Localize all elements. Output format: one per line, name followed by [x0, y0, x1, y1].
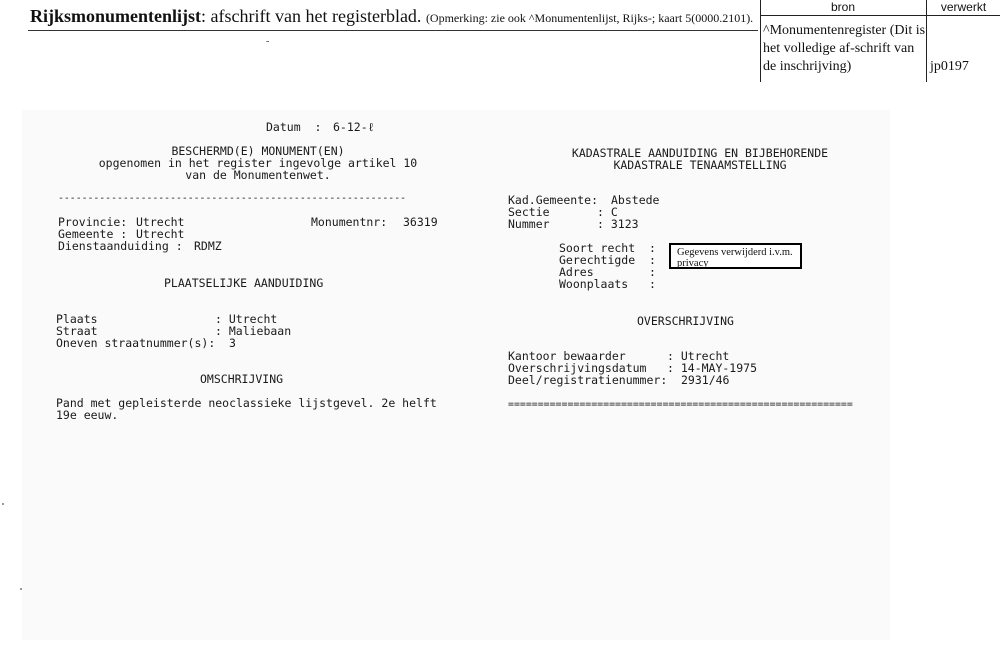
section-overschrijving: OVERSCHRIJVING	[637, 314, 734, 328]
dienstaanduiding-value: RDMZ	[194, 239, 222, 253]
bron-verwerkt-table	[760, 0, 1000, 82]
left-heading-3: van de Monumentenwet.	[185, 168, 331, 182]
scan-speck	[2, 503, 4, 505]
omschrijving-line-1: Pand met gepleisterde neoclassieke lijstgevel. 2e helft	[56, 396, 437, 410]
soort-recht-label: Soort recht :	[559, 241, 656, 255]
adres-label: Adres :	[559, 265, 656, 279]
bron-value: ^Monumentenregister (Dit is het volledige af-schrift van de inschrijving)	[763, 23, 926, 74]
register-sheet	[22, 110, 890, 640]
nummer-value: : 3123	[597, 217, 639, 231]
straat-label: Straat	[56, 324, 98, 338]
overschrijvingsdatum-label: Overschrijvingsdatum	[508, 361, 647, 375]
document-title	[30, 6, 753, 27]
nummer-label: Nummer	[508, 217, 550, 231]
scan-speck	[20, 588, 22, 590]
omschrijving-line-2: 19e eeuw.	[56, 408, 119, 422]
kad-gemeente-value: Abstede	[611, 193, 660, 207]
title-rest: : afschrift van het registerblad.	[201, 6, 422, 26]
oneven-straatnummer-label: Oneven straatnummer(s):	[56, 336, 216, 350]
deel-registratienummer-value: 2931/46	[681, 373, 730, 387]
column-header-bron: bron	[830, 0, 856, 14]
left-heading-2: opgenomen in het register ingevolge artikel 10	[98, 156, 418, 170]
right-divider: ==========================================================	[508, 399, 853, 410]
section-omschrijving: OMSCHRIJVING	[200, 372, 284, 386]
kantoor-bewaarder-value: : Utrecht	[667, 349, 730, 363]
left-heading-1: BESCHERMD(E) MONUMENT(EN)	[171, 144, 345, 158]
privacy-redaction-box: Gegevens verwijderd i.v.m. privacy	[669, 243, 802, 269]
kad-gemeente-label: Kad.Gemeente:	[508, 193, 599, 207]
right-heading-2: KADASTRALE TENAAMSTELLING	[613, 158, 787, 172]
monumentnr-label: Monumentnr:	[311, 215, 388, 229]
datum-label: Datum :	[266, 120, 322, 134]
gerechtigde-label: Gerechtigde :	[559, 253, 656, 267]
plaats-label: Plaats	[56, 312, 98, 326]
title-bold: Rijksmonumentenlijst	[30, 6, 202, 26]
table-header-divider	[760, 15, 1000, 16]
left-divider: -----------------------------------------------------------	[58, 193, 406, 204]
gemeente-value: Utrecht	[136, 227, 185, 241]
right-heading-1: KADASTRALE AANDUIDING EN BIJBEHORENDE	[571, 146, 829, 160]
kantoor-bewaarder-label: Kantoor bewaarder	[508, 349, 626, 363]
gemeente-label: Gemeente :	[58, 227, 128, 241]
deel-registratienummer-label: Deel/registratienummer:	[508, 373, 668, 387]
column-header-verwerkt: verwerkt	[940, 0, 987, 14]
title-underline	[28, 30, 758, 31]
oneven-straatnummer-value: 3	[229, 336, 236, 350]
straat-value: : Maliebaan	[215, 324, 292, 338]
stray-mark: -	[266, 36, 270, 47]
sectie-label: Sectie	[508, 205, 550, 219]
monumentnr-value: 36319	[403, 215, 438, 229]
plaats-value: : Utrecht	[215, 312, 278, 326]
verwerkt-value: jp0197	[930, 59, 969, 74]
dienstaanduiding-label: Dienstaanduiding :	[58, 239, 183, 253]
sectie-value: : C	[597, 205, 618, 219]
overschrijvingsdatum-value: : 14-MAY-1975	[667, 361, 758, 375]
provincie-label: Provincie:	[58, 215, 128, 229]
datum-value: 6-12-ℓ	[333, 120, 375, 134]
provincie-value: Utrecht	[136, 215, 185, 229]
section-plaatselijke-aanduiding: PLAATSELIJKE AANDUIDING	[164, 276, 324, 290]
title-note: (Opmerking: zie ook ^Monumentenlijst, Rijks-; kaart 5(0000.2101).	[425, 11, 754, 25]
woonplaats-label: Woonplaats :	[559, 277, 656, 291]
